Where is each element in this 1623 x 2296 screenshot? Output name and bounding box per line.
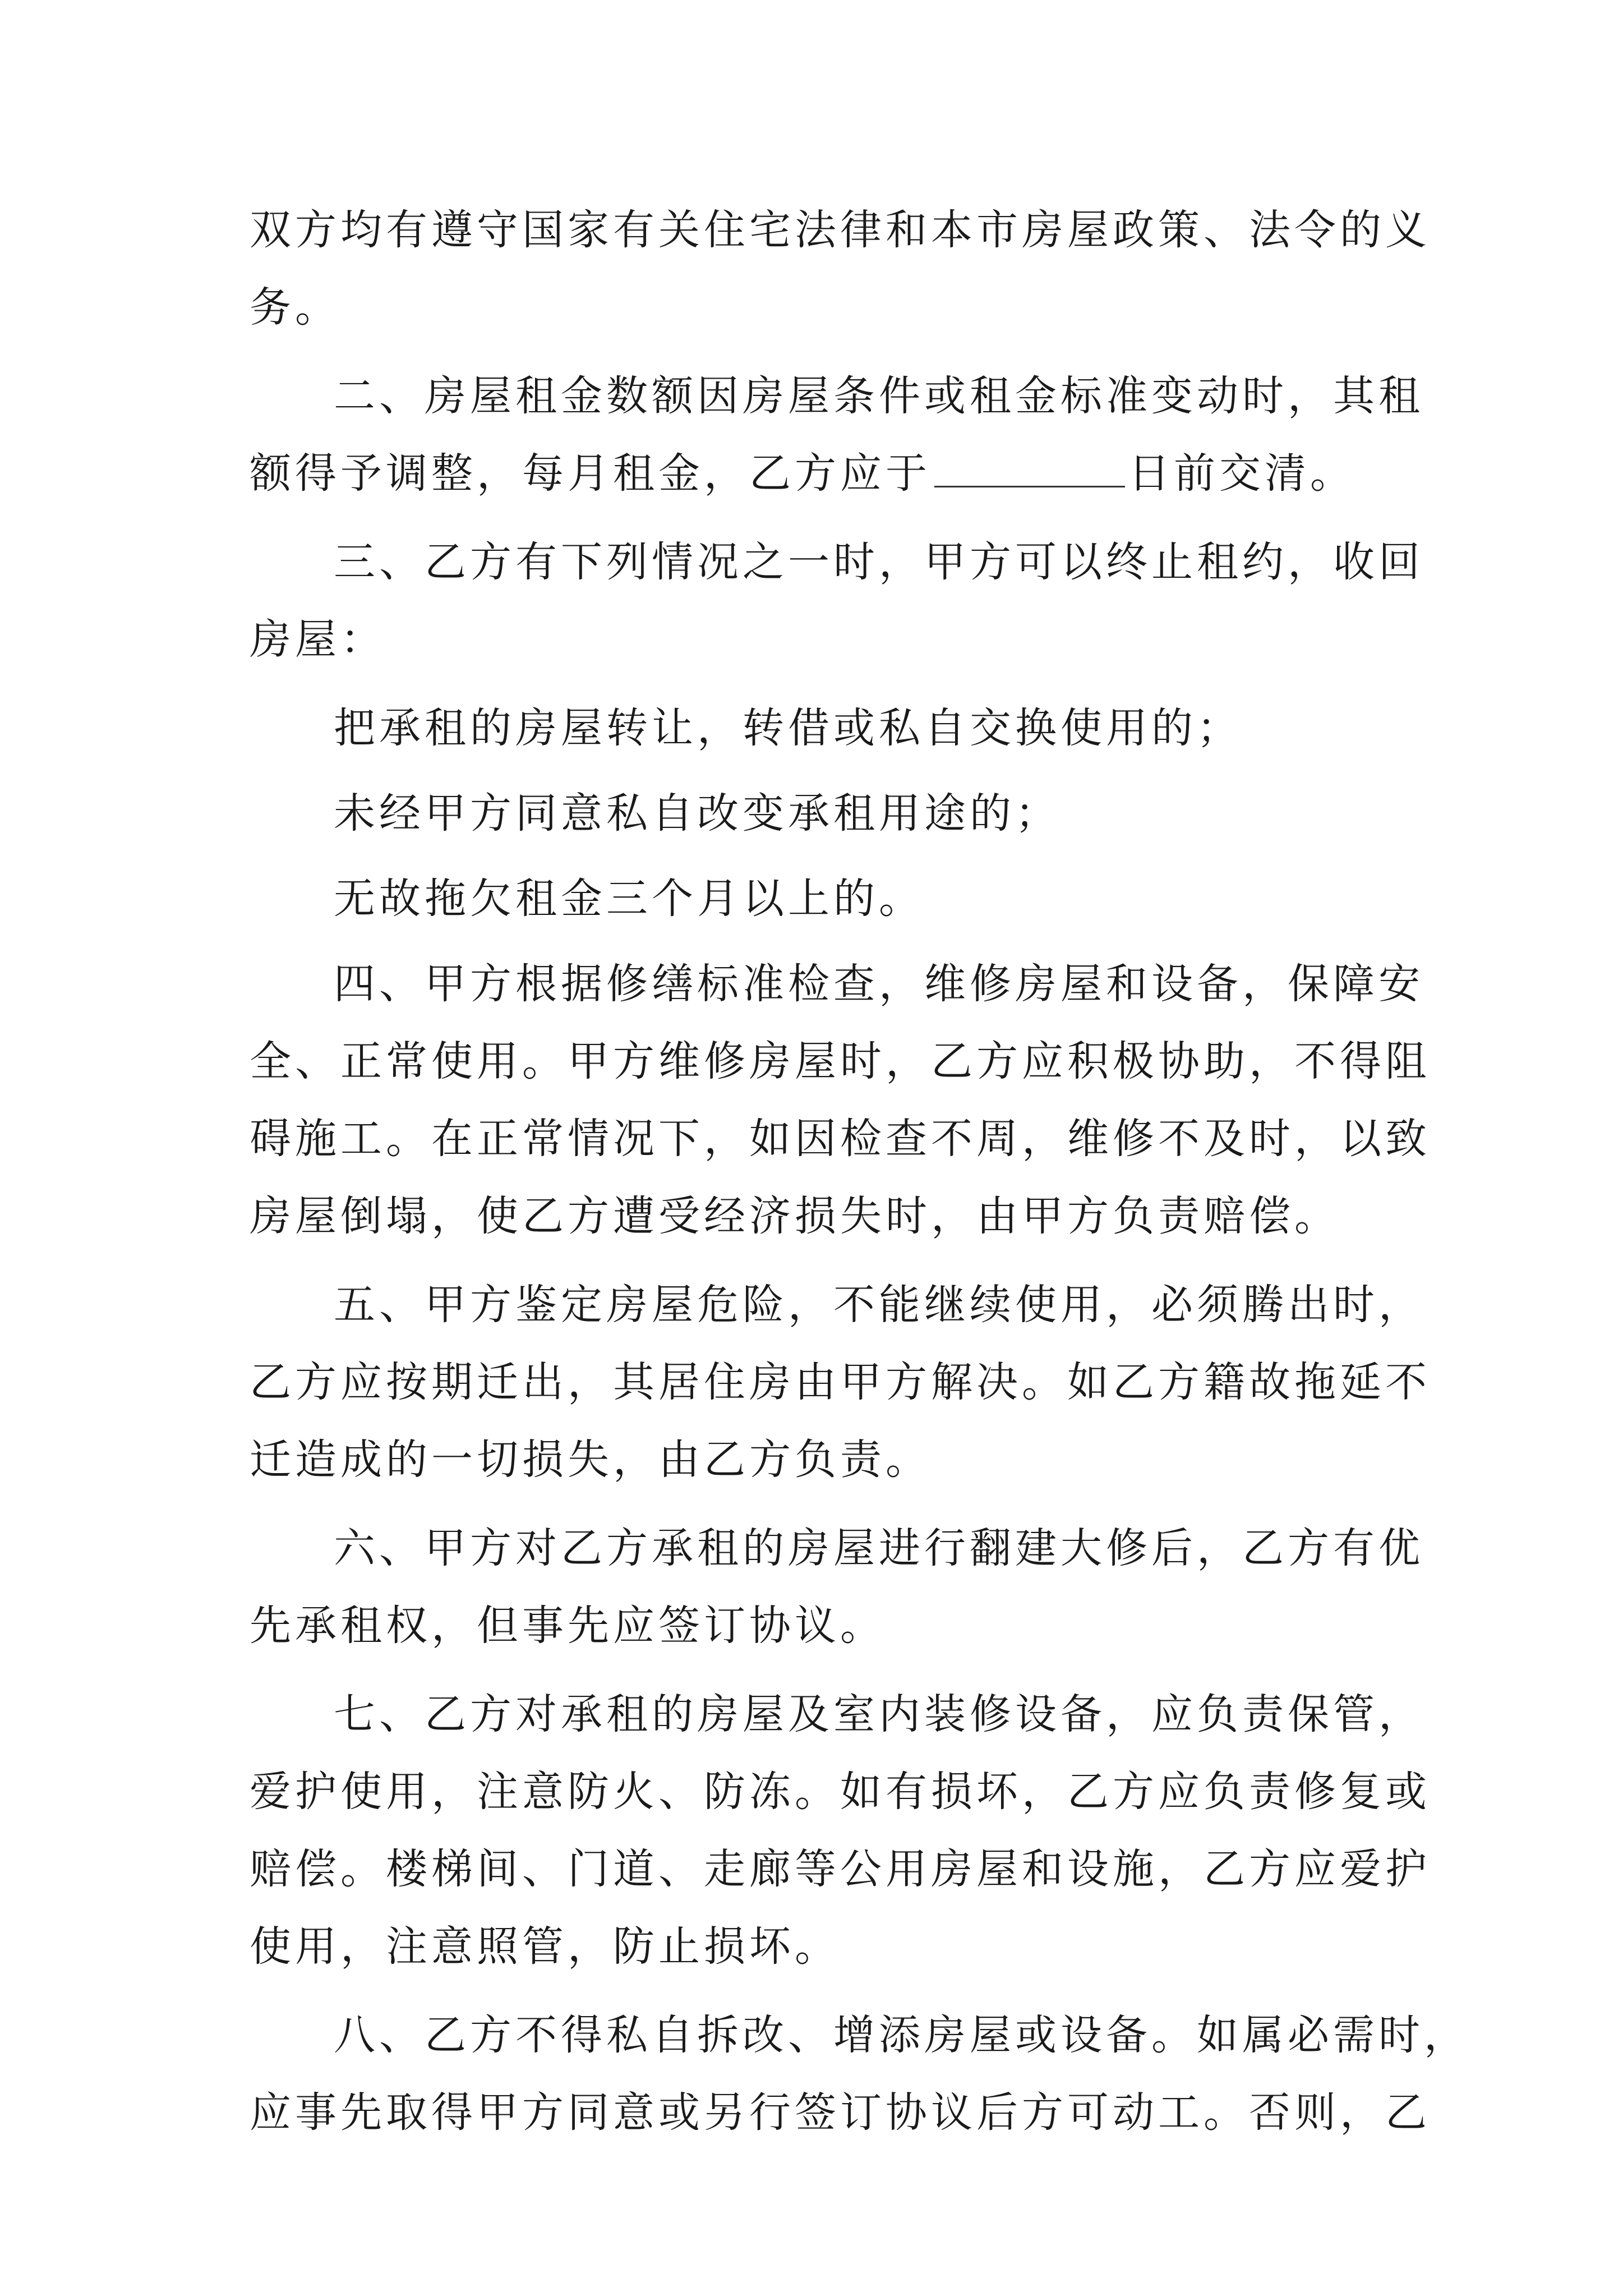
- text-segment: 日前交清。: [1128, 449, 1355, 498]
- text-line: 先承租权，但事先应签订协议。: [250, 1602, 886, 1650]
- fill-in-blank: [934, 450, 1125, 487]
- text-line: 碍施工。在正常情况下，如因检查不周，维修不及时，以致: [250, 1115, 1431, 1163]
- text-line: 双方均有遵守国家有关住宅法律和本市房屋政策、法令的义: [250, 206, 1431, 254]
- text-line: 四、甲方根据修缮标准检查，维修房屋和设备，保障安: [334, 960, 1424, 1008]
- text-line: 六、甲方对乙方承租的房屋进行翻建大修后，乙方有优: [334, 1524, 1424, 1572]
- text-line: 二、房屋租金数额因房屋条件或租金标准变动时，其租: [334, 372, 1424, 420]
- text-segment: 额得予调整，每月租金，乙方应于: [250, 449, 931, 498]
- text-line: 八、乙方不得私自拆改、增添房屋或设备。如属必需时，: [334, 2011, 1469, 2059]
- text-line: [250, 445, 1355, 501]
- text-line: 房屋：: [250, 615, 386, 664]
- list-item: 未经甲方同意私自改变承租用途的；: [334, 789, 1061, 838]
- text-line: 应事先取得甲方同意或另行签订协议后方可动工。否则，乙: [250, 2088, 1431, 2137]
- list-item: 把承租的房屋转让，转借或私自交换使用的；: [334, 704, 1242, 752]
- list-item: 无故拖欠租金三个月以上的。: [334, 875, 924, 923]
- text-line: 三、乙方有下列情况之一时，甲方可以终止租约，收回: [334, 538, 1424, 586]
- text-line: 爱护使用，注意防火、防冻。如有损坏，乙方应负责修复或: [250, 1768, 1431, 1816]
- text-line: 使用，注意照管，防止损坏。: [250, 1922, 840, 1971]
- text-line: 房屋倒塌，使乙方遭受经济损失时，由甲方负责赔偿。: [250, 1192, 1340, 1240]
- text-line: 七、乙方对承租的房屋及室内装修设备，应负责保管，: [334, 1690, 1424, 1738]
- text-line: 全、正常使用。甲方维修房屋时，乙方应积极协助，不得阻: [250, 1037, 1431, 1085]
- text-line: 赔偿。楼梯间、门道、走廊等公用房屋和设施，乙方应爱护: [250, 1845, 1431, 1893]
- text-line: 乙方应按期迁出，其居住房由甲方解决。如乙方籍故拖延不: [250, 1358, 1431, 1406]
- text-line: 务。: [250, 283, 340, 332]
- text-line: 迁造成的一切损失，由乙方负责。: [250, 1435, 931, 1484]
- text-line: 五、甲方鉴定房屋危险，不能继续使用，必须腾出时，: [334, 1281, 1424, 1329]
